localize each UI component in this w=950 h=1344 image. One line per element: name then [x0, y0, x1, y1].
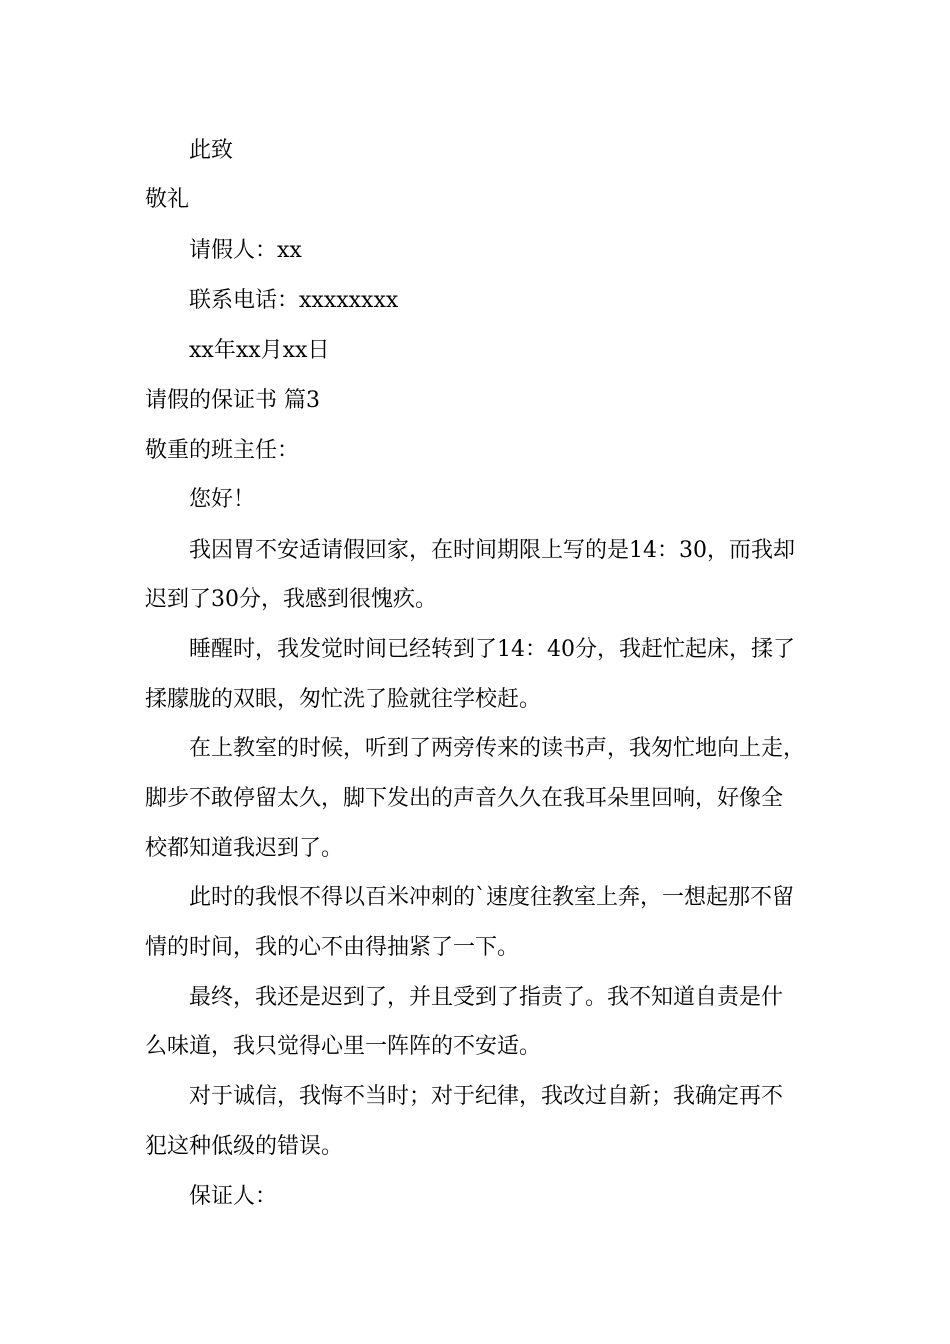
- phone-line: 联系电话：xxxxxxxx: [189, 288, 399, 313]
- section-title: 请假的保证书 篇3: [145, 388, 320, 413]
- paragraph-line: 么味道，我只觉得心里一阵阵的不安适。: [145, 1034, 542, 1059]
- paragraph-line: 最终，我还是迟到了，并且受到了指责了。我不知道自责是什: [189, 985, 784, 1010]
- addressee-line: 敬重的班主任：: [145, 438, 300, 463]
- paragraph-line: 迟到了30分，我感到很愧疚。: [145, 587, 437, 612]
- paragraph-line: 情的时间，我的心不由得抽紧了一下。: [145, 935, 520, 960]
- paragraph-line: 对于诚信，我悔不当时；对于纪律，我改过自新；我确定再不: [189, 1084, 784, 1109]
- closing-salutation-1: 此致: [189, 138, 234, 163]
- paragraph-line: 我因胃不安适请假回家，在时间期限上写的是14：30，而我却: [189, 538, 795, 563]
- guarantor-line: 保证人：: [189, 1184, 278, 1209]
- paragraph-line: 校都知道我迟到了。: [145, 836, 344, 861]
- greeting-line: 您好！: [189, 487, 256, 512]
- applicant-line: 请假人：xx: [189, 238, 302, 263]
- paragraph-line: 在上教室的时候，听到了两旁传来的读书声，我匆忙地向上走，: [189, 736, 806, 761]
- closing-salutation-2: 敬礼: [145, 187, 190, 212]
- paragraph-line: 揉朦胧的双眼，匆忙洗了脸就往学校赶。: [145, 687, 542, 712]
- paragraph-line: 犯这种低级的错误。: [145, 1134, 344, 1159]
- paragraph-line: 此时的我恨不得以百米冲刺的`速度往教室上奔，一想起那不留: [189, 885, 795, 910]
- date-line: xx年xx月xx日: [189, 338, 330, 363]
- paragraph-line: 脚步不敢停留太久，脚下发出的声音久久在我耳朵里回响，好像全: [145, 786, 784, 811]
- paragraph-line: 睡醒时，我发觉时间已经转到了14：40分，我赶忙起床，揉了: [189, 637, 795, 662]
